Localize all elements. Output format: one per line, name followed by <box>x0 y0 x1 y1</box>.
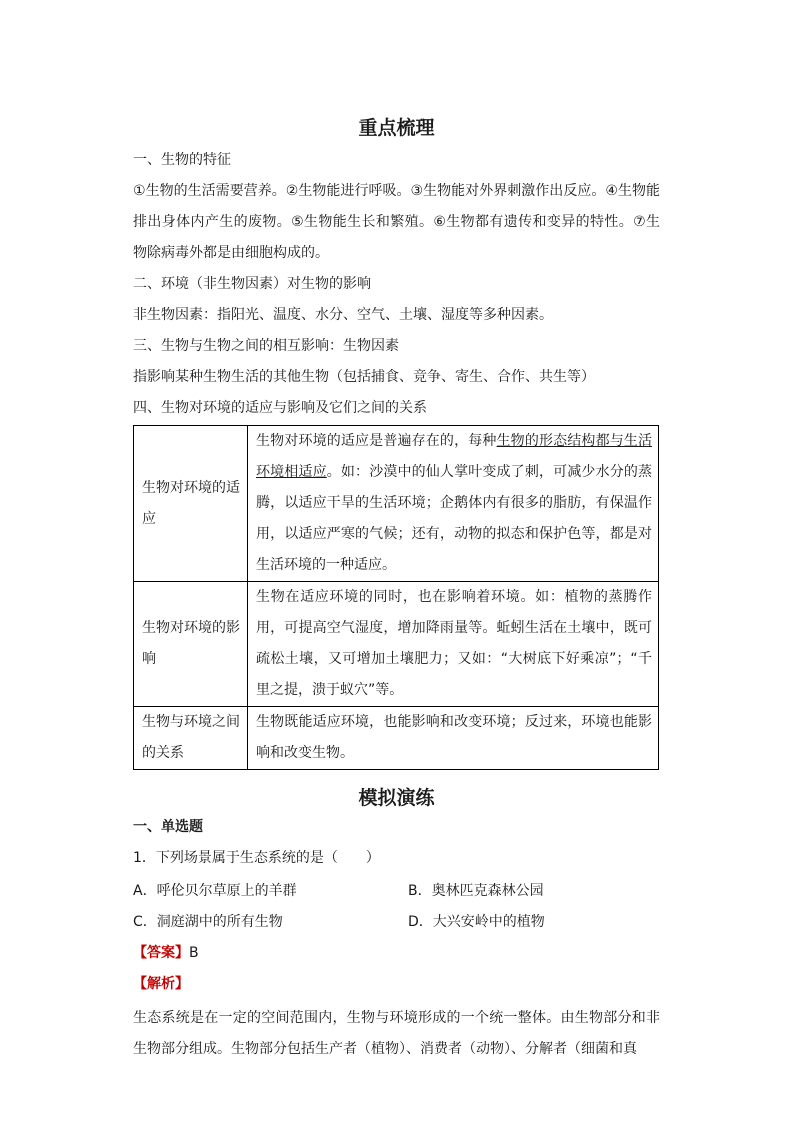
option-c: C．洞庭湖中的所有生物 <box>133 914 283 930</box>
option-a: A．呼伦贝尔草原上的羊群 <box>133 883 297 899</box>
table-cell-label: 生物对环境的影响 <box>134 582 248 707</box>
question-text: 1．下列场景属于生态系统的是（ ） <box>133 850 380 866</box>
table-cell-label: 生物与环境之间的关系 <box>134 707 248 770</box>
answer-tag: 【答案】 <box>133 945 189 961</box>
paragraph-biotic: 指影响某种生物生活的其他生物（包括捕食、竞争、寄生、合作、共生等） <box>133 369 595 385</box>
underlined-text: 生物的形态结构都与生活环境相适应 <box>256 433 653 480</box>
table-row <box>134 426 659 582</box>
heading-relationship: 四、生物对环境的适应与影响及它们之间的关系 <box>133 400 427 416</box>
section-title-key-points: 重点梳理 <box>358 117 435 139</box>
cell-text: 。如：沙漠中的仙人掌叶变成了刺，可减少水分的蒸腾，以适应干旱的生活环境；企鹅体内有很多的脂肪，有保温作用，以适应严寒的气候；还有，动物的拟态和保护色等，都是对生活环境的一种适应。 <box>256 464 653 573</box>
table-cell-content: 生物在适应环境的同时，也在影响着环境。如：植物的蒸腾作用，可提高空气湿度，增加降雨量等。蚯蚓生活在土壤中，既可疏松土壤，又可增加土壤肥力；又如：“大树底下好乘凉”；“千里之提，溃于蚁穴”等。 <box>248 582 659 707</box>
analysis-tag: 【解析】 <box>133 976 189 992</box>
analysis-line <box>133 969 189 1000</box>
option-b: B．奥林匹克森林公园 <box>408 883 544 899</box>
table-cell-content: 生物既能适应环境，也能影响和改变环境；反过来，环境也能影响和改变生物。 <box>248 707 659 770</box>
relationship-table <box>133 425 659 770</box>
heading-single-choice: 一、单选题 <box>133 819 203 835</box>
table-cell-content <box>248 426 659 582</box>
table-row <box>134 707 659 770</box>
answer-value: B <box>189 945 199 961</box>
option-d: D．大兴安岭中的植物 <box>408 914 545 930</box>
heading-environment: 二、环境（非生物因素）对生物的影响 <box>133 276 371 292</box>
analysis-text: 生态系统是在一定的空间范围内，生物与环境形成的一个统一整体。由生物部分和非生物部分组成。生物部分包括生产者（植物）、消费者（动物）、分解者（细菌和真 <box>133 1010 660 1057</box>
table-row <box>134 582 659 707</box>
cell-text: 生物对环境的适应是普遍存在的，每种 <box>256 433 497 449</box>
paragraph-characteristics: ①生物的生活需要营养。②生物能进行呼吸。③生物能对外界刺激作出反应。④生物能排出身体内产生的废物。⑤生物能生长和繁殖。⑥生物都有遗传和变异的特性。⑦生物除病毒外都是由细胞构成的。 <box>133 183 660 261</box>
heading-biotic: 三、生物与生物之间的相互影响：生物因素 <box>133 338 399 354</box>
heading-characteristics: 一、生物的特征 <box>133 152 231 168</box>
section-title-practice: 模拟演练 <box>358 787 435 809</box>
answer-line <box>133 938 199 969</box>
paragraph-abiotic: 非生物因素：指阳光、温度、水分、空气、土壤、湿度等多种因素。 <box>133 307 553 323</box>
table-cell-label: 生物对环境的适应 <box>134 426 248 582</box>
